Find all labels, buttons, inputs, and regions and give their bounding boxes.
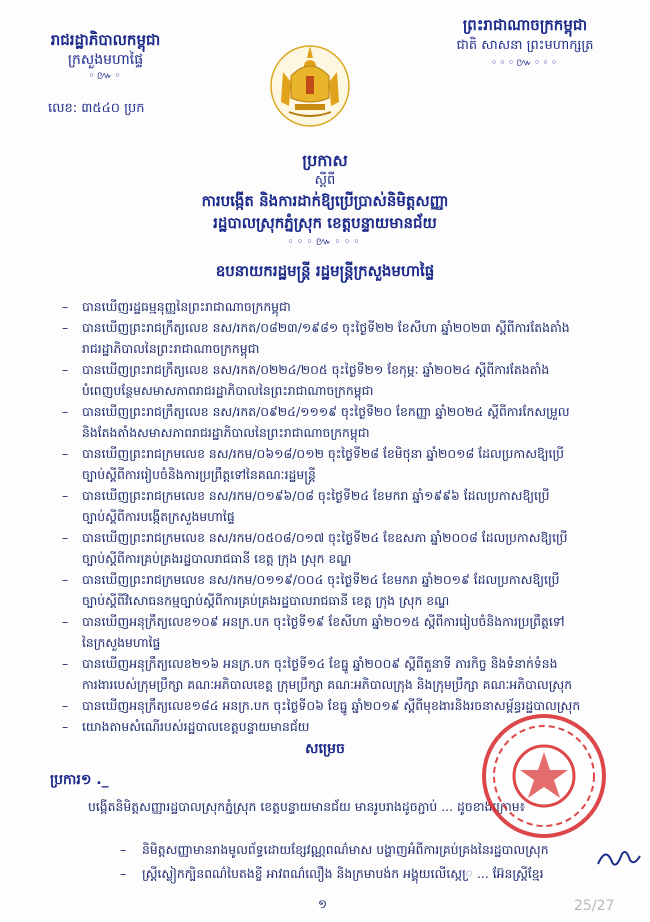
clause-item: – បានឃើញព្រះរាជក្រមលេខ នស/រកម/០១១៩/០០៤ ចុះថ្ងៃទី២៤ ខែមករា ឆ្នាំ២០១៩ ដែលប្រកាសឱ្យប្រើ ច្បាប់ស្តីពីវិសោធនកម្មច្បាប់ស្តីពីការគ្រប់គ្រងរដ្ឋបាលរាជធានី ខេត្ត ក្រុង ស្រុក ខណ្ឌ <box>62 572 560 608</box>
clause-item: – បានឃើញព្រះរាជក្រឹត្យលេខ នស/រកត/០២២៤/២០៥ ចុះថ្ងៃទី២១ ខែកុម្ភៈ ឆ្នាំ២០២៤ ស្តីពីការតែងតាំង បំពេញបន្ថែមសមាសភាពរាជរដ្ឋាភិបាលនៃព្រះរាជាណាចក្រកម្ពុជា <box>62 362 550 398</box>
article-item: – ស្រ្តីស្លៀកក្បិនពណ៌បៃតងខ្ចី អាវពណ៌លឿង និងក្រមាបង់ក អង្គុយលើសេ្ក្រ ... អ៊ែនស្រ្តីខ្មែរ <box>120 866 544 881</box>
issuer-header <box>18 30 193 82</box>
signature-mark <box>594 842 644 872</box>
clause-item: – បានឃើញអនុក្រឹត្យលេខ១៨៤ អនក្រ.បក ចុះថ្ងៃទី០៦ ខែធ្នូ ឆ្នាំ២០១៩ ស្តីពីមុខងារនិងរចនាសម្ព័ន្ធរដ្ឋបាលស្រុក <box>62 698 581 713</box>
clause-item: – បានឃើញព្រះរាជក្រឹត្យលេខ នស/រកត/០៨២៣/១៩៨១ ចុះថ្ងៃទី២២ ខែសីហា ឆ្នាំ២០២៣ ស្តីពីការតែងតាំង រាជរដ្ឋាភិបាលនៃព្រះរាជាណាចក្រកម្ពុជា <box>62 320 570 356</box>
reference-number: លេខ: ៣៥៤០ ប្រក <box>48 101 145 116</box>
clause-item: – បានឃើញព្រះរាជក្រមលេខ នស/រកម/០៦១៨/០១២ ចុះថ្ងៃទី២៨ ខែមិថុនា ឆ្នាំ២០១៨ ដែលប្រកាសឱ្យប្រើ ច្បាប់ស្តីពីការរៀបចំនិងការប្រព្រឹត្តទៅនៃគណៈរដ្ឋមន្ត្រី <box>62 446 565 482</box>
ministry-name: ក្រសួងមហាផ្ទៃ <box>67 52 144 68</box>
header-ornament: ◦៚◦ <box>88 69 123 82</box>
clause-item: – បានឃើញព្រះរាជក្រមលេខ នស/រកម/០៥០៨/០១៧ ចុះថ្ងៃទី២៤ ខែឧសភា ឆ្នាំ២០០៨ ដែលប្រកាសឱ្យប្រើ ច្បាប់ស្តីពីការគ្រប់គ្រងរដ្ឋបាលរាជធានី ខេត្ត ក្រុង ស្រុក ខណ្ឌ <box>62 530 568 566</box>
header-ornament-right: ◦◦◦៚◦◦◦ <box>490 56 560 69</box>
title-line-1: ការបង្កើត និងការដាក់ឱ្យប្រើប្រាស់និមិត្តសញ្ញា <box>201 192 449 210</box>
kingdom-name: ព្រះរាជាណាចក្រកម្ពុជា <box>462 16 588 34</box>
official-seal-icon <box>480 712 608 840</box>
article-text: បង្កើតនិមិត្តសញ្ញារដ្ឋបាលស្រុកភ្នំស្រុក ខេត្តបន្ទាយមានជ័យ មានរូបរាងដូចភ្ជាប់ ... ដូចខាងក្រោម៖ <box>88 799 526 814</box>
clause-item: – យោងតាមសំណើរបស់រដ្ឋបាលខេត្តបន្ទាយមានជ័យ <box>62 719 310 734</box>
article-items <box>120 838 640 886</box>
document-title <box>100 150 550 250</box>
signer-title: ឧបនាយករដ្ឋមន្ត្រី រដ្ឋមន្ត្រីក្រសួងមហាផ្ទៃ <box>215 262 435 280</box>
title-ornament: ◦◦◦៚◦◦◦ <box>287 235 363 248</box>
preamble-clauses <box>62 296 622 737</box>
article-label: ប្រការ១ ._ <box>50 772 109 788</box>
title-about: ស្តីពី <box>314 173 336 188</box>
clause-item: – បានឃើញព្រះរាជក្រឹត្យលេខ នស/រកត/០៩២៤/១១១៩ ចុះថ្ងៃទី២០ ខែកញ្ញា ឆ្នាំ២០២៤ ស្តីពីការកែសម្រួល និងតែងតាំងសមាសភាពរាជរដ្ឋាភិបាលនៃព្រះរាជាណាចក្រកម្ពុជា <box>62 404 570 440</box>
clause-item: – បានឃើញអនុក្រឹត្យលេខ១០៩ អនក្រ.បក ចុះថ្ងៃទី១៩ ខែសីហា ឆ្នាំ២០១៥ ស្តីពីការរៀបចំនិងការប្រព្រឹត្តទៅ នៃក្រសួងមហាផ្ទៃ <box>62 614 565 650</box>
page-number: ១ <box>318 897 328 911</box>
government-name: រាជរដ្ឋាភិបាលកម្ពុជា <box>50 31 161 49</box>
kingdom-header <box>420 14 630 72</box>
clause-item: – បានឃើញព្រះរាជក្រមលេខ នស/រកម/០១៩៦/០៨ ចុះថ្ងៃទី២៤ ខែមករា ឆ្នាំ១៩៩៦ ដែលប្រកាសឱ្យប្រើ ច្បាប់ស្តីពីការបង្កើតក្រសួងមហាផ្ទៃ <box>62 488 550 524</box>
document-type: ប្រកាស <box>302 151 348 170</box>
national-motto: ជាតិ សាសនា ព្រះមហាក្សត្រ <box>456 38 594 53</box>
clause-item: – បានឃើញអនុក្រឹត្យលេខ២១៦ អនក្រ.បក ចុះថ្ងៃទី១៤ ខែធ្នូ ឆ្នាំ២០០៩ ស្តីពីតួនាទី ភារកិច្ច និងទំនាក់ទំនង ការងារបេស់ក្រុមប្រឹក្សា គណៈអភិបាលខេត្ត ក្រុមប្រឹក្សា គណៈអភិបាលក្រុង និងក្រុមប្រឹក្សា គណៈអភិបាលស្រុក <box>62 656 573 692</box>
title-line-2: រដ្ឋបាលស្រុកភ្នំស្រុក ខេត្តបន្ទាយមានជ័យ <box>213 214 437 232</box>
decision-heading: សម្រេច <box>305 741 345 757</box>
clause-item: – បានឃើញរដ្ឋធម្មនុញ្ញនៃព្រះរាជាណាចក្រកម្ពុជា <box>62 299 291 314</box>
royal-emblem-icon <box>269 36 351 128</box>
article-item: – និមិត្តសញ្ញាមានរាងមូលព័ទ្ធដោយខ្សែវណ្ណពណ៌មាស បង្ហាញអំពីការគ្រប់គ្រងនៃរដ្ឋបាលស្រុក <box>120 842 549 857</box>
page-count-indicator: 25/27 <box>574 898 615 914</box>
